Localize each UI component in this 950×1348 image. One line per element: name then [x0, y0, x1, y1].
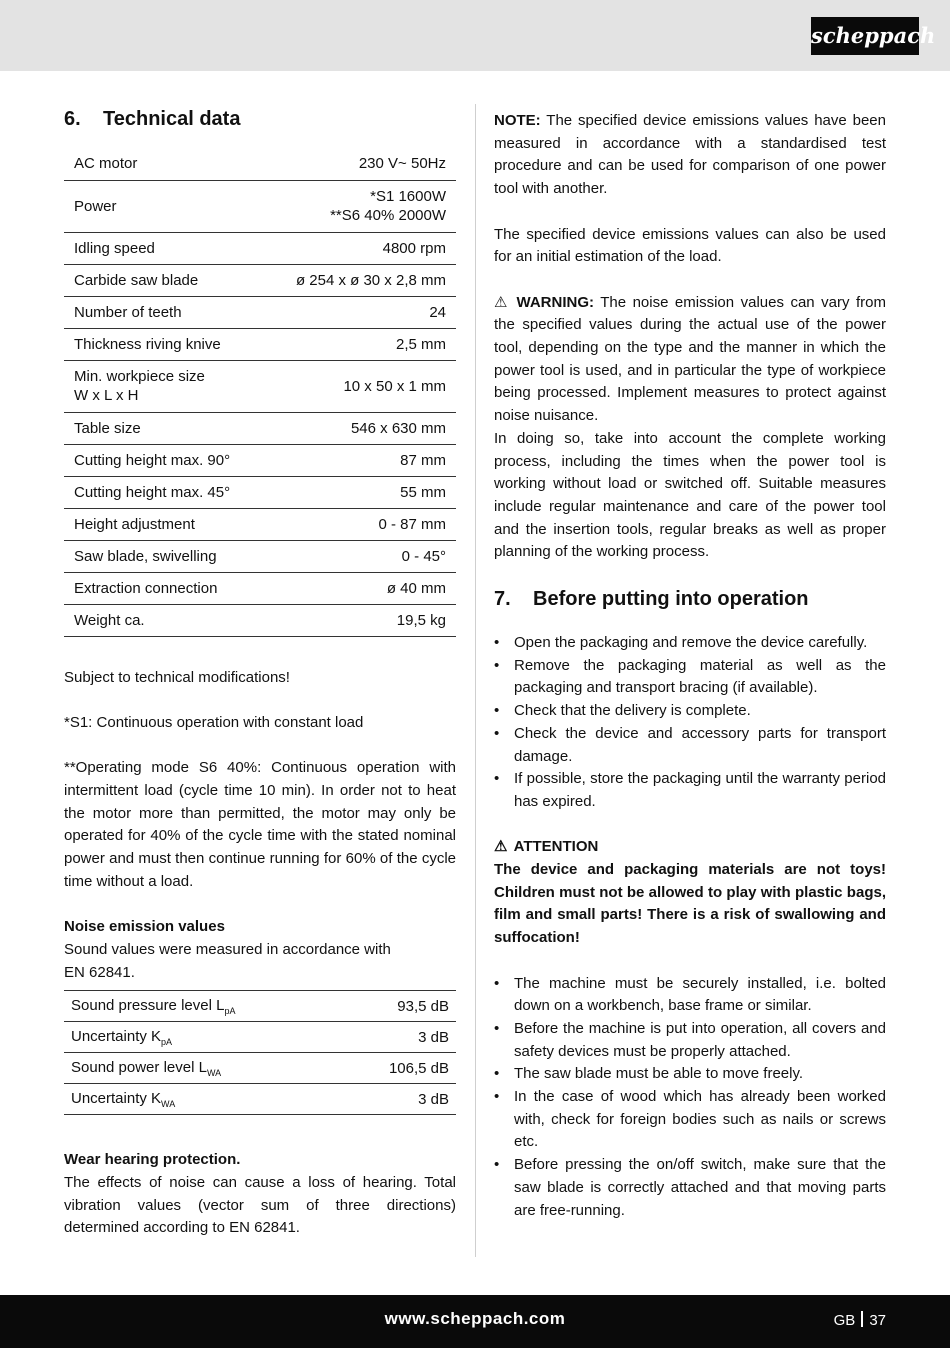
table-row [64, 572, 456, 604]
technical-data-table [64, 148, 456, 637]
list-item: • Check the device and accessory parts for transport damage. [494, 723, 886, 768]
installation-list [494, 973, 886, 1223]
list-item: • Remove the packaging material as well as the packaging and transport bracing (if available). [494, 655, 886, 700]
spec-value: 4800 rpm [263, 232, 456, 264]
table-row [64, 180, 456, 232]
table-row [64, 264, 456, 296]
noise-label-text: Uncertainty K [71, 1089, 162, 1107]
section-heading-before-operation [494, 584, 886, 614]
spec-label: Cutting height max. 45° [64, 476, 263, 508]
spec-value: 546 x 630 mm [263, 412, 456, 444]
noise-value: 3 dB [341, 1084, 456, 1115]
noise-value: 93,5 dB [341, 991, 456, 1022]
s6-note: **Operating mode S6 40%: Continuous operation with intermittent load (cycle time 10 min). In order not to heat the motor more than permitted, the motor may only be operated for 40% of the cycle time with the stated nominal power and must then continue running for 60% of the cycle time without a load. [64, 759, 456, 890]
spec-value: 0 - 87 mm [263, 508, 456, 540]
warning-triangle-icon: ⚠ [494, 838, 508, 856]
list-item: • Before pressing the on/off switch, make sure that the saw blade is correctly attached and that moving parts are free-running. [494, 1154, 886, 1222]
noise-label-sub: WA [161, 1098, 176, 1109]
spec-label: AC motor [64, 148, 263, 180]
spec-label [64, 360, 263, 412]
spec-value: 24 [263, 296, 456, 328]
section-number: 7. [494, 588, 511, 611]
warning-label: WARNING: [516, 293, 594, 311]
spec-value: 0 - 45° [263, 540, 456, 572]
list-item: • The machine must be securely installed, i.e. bolted down on a workbench, base frame or similar. [494, 973, 886, 1018]
spec-value: ø 254 x ø 30 x 2,8 mm [263, 264, 456, 296]
brand-logo: scheppach [811, 17, 919, 55]
spec-value: 19,5 kg [263, 604, 456, 636]
section-heading-technical-data [64, 104, 456, 134]
noise-label [64, 1053, 341, 1084]
noise-label-sub: pA [224, 1005, 236, 1016]
spec-label: Cutting height max. 90° [64, 444, 263, 476]
list-item: • Open the packaging and remove the device carefully. [494, 632, 886, 655]
section-number: 6. [64, 108, 81, 130]
note-text: The specified device emissions values have been measured in accordance with a standardised test procedure and can be used for comparison of one power tool with another. [494, 112, 886, 198]
table-row [64, 1053, 456, 1084]
list-item: • Before the machine is put into operation, all covers and safety devices must be properly attached. [494, 1018, 886, 1063]
table-row [64, 148, 456, 180]
noise-value: 106,5 dB [341, 1053, 456, 1084]
table-row [64, 328, 456, 360]
spec-value: 87 mm [263, 444, 456, 476]
attention-heading [494, 836, 886, 859]
separator [861, 1311, 863, 1327]
hearing-text: The effects of noise can cause a loss of hearing. Total vibration values (vector sum of three directions) determined according to EN 62841. [64, 1174, 456, 1237]
spec-value: 55 mm [263, 476, 456, 508]
spec-value-line: *S1 1600W [370, 188, 446, 205]
spec-label: Power [64, 180, 263, 232]
table-row [64, 604, 456, 636]
page-number: 37 [869, 1312, 886, 1329]
page-footer [0, 1295, 950, 1348]
spec-label: Extraction connection [64, 572, 263, 604]
table-row [64, 508, 456, 540]
noise-label [64, 1022, 341, 1053]
page-indicator [834, 1311, 886, 1329]
list-item: • If possible, store the packaging until the warranty period has expired. [494, 768, 886, 813]
spec-value [263, 180, 456, 232]
attention-text: The device and packaging materials are not toys! Children must not be allowed to play with plastic bags, film and small parts! There is a risk of swallowing and suffocation! [494, 861, 886, 947]
spec-value: 230 V~ 50Hz [263, 148, 456, 180]
noise-label-text: Uncertainty K [71, 1027, 162, 1045]
warning-text: The noise emission values can vary from the specified values during the actual use of the power tool, depending on the type and the manner in which the power tool is used, and in particular the type of workpiece being processed. Implement measures to protect against noise nuisance. [494, 293, 886, 425]
spec-label: Table size [64, 412, 263, 444]
list-item: • Check that the delivery is complete. [494, 700, 886, 723]
table-row [64, 1022, 456, 1053]
table-row [64, 1084, 456, 1115]
spec-label: Carbide saw blade [64, 264, 263, 296]
table-row [64, 296, 456, 328]
hearing-heading: Wear hearing protection. [64, 1151, 241, 1169]
note-label: NOTE: [494, 112, 541, 129]
list-item: • In the case of wood which has already been worked with, check for foreign bodies such as nails or screws etc. [494, 1086, 886, 1154]
noise-intro: Sound values were measured in accordance with [64, 940, 391, 958]
spec-label: Idling speed [64, 232, 263, 264]
column-divider [475, 104, 476, 1257]
table-row [64, 476, 456, 508]
section-title: Before putting into operation [533, 588, 809, 611]
warning-paragraph-2: In doing so, take into account the complete working process, including the times when the power tool is working without load or switched off. Suitable measures include regular maintenance and care of the power tool and the insertion tools, regular breaks as well as proper planning of the working process. [494, 429, 886, 561]
noise-label-sub: WA [206, 1067, 222, 1078]
unpacking-list [494, 632, 886, 814]
warning-triangle-icon: ⚠ [494, 293, 508, 311]
spec-label: Saw blade, swivelling [64, 540, 263, 572]
left-column [64, 104, 456, 1240]
table-row [64, 412, 456, 444]
spec-label: Height adjustment [64, 508, 263, 540]
spec-value: 2,5 mm [263, 328, 456, 360]
language-code: GB [833, 1312, 856, 1329]
noise-intro-standard: EN 62841. [64, 963, 135, 981]
table-row [64, 360, 456, 412]
spec-label: Weight ca. [64, 604, 263, 636]
list-item: • The saw blade must be able to move freely. [494, 1063, 886, 1086]
spec-label-line: Min. workpiece size [74, 368, 205, 385]
attention-label: ATTENTION [513, 838, 599, 856]
subject-note: Subject to technical modifications! [64, 668, 290, 686]
noise-label-sub: pA [161, 1036, 173, 1047]
right-column [494, 110, 886, 1222]
noise-table [64, 990, 456, 1115]
spec-value-line: **S6 40% 2000W [330, 207, 446, 224]
section-title: Technical data [103, 108, 241, 130]
noise-label [64, 991, 341, 1022]
table-row [64, 540, 456, 572]
warning-paragraph [494, 292, 886, 428]
table-row [64, 444, 456, 476]
noise-label-text: Sound pressure level L [71, 996, 225, 1014]
table-row [64, 991, 456, 1022]
noise-label-text: Sound power level L [71, 1058, 207, 1076]
spec-value: 10 x 50 x 1 mm [263, 360, 456, 412]
spec-label: Number of teeth [64, 296, 263, 328]
page-header [0, 0, 950, 71]
website-link[interactable]: www.scheppach.com [384, 1309, 566, 1328]
noise-value: 3 dB [341, 1022, 456, 1053]
spec-value: ø 40 mm [263, 572, 456, 604]
s1-note: *S1: Continuous operation with constant load [64, 713, 364, 731]
spec-label-line: W x L x H [74, 387, 139, 404]
table-row [64, 232, 456, 264]
spec-label: Thickness riving knive [64, 328, 263, 360]
noise-label [64, 1084, 341, 1115]
note-paragraph [494, 110, 886, 201]
note-paragraph-2: The specified device emissions values can also be used for an initial estimation of the load. [494, 225, 886, 266]
noise-heading: Noise emission values [64, 918, 225, 936]
